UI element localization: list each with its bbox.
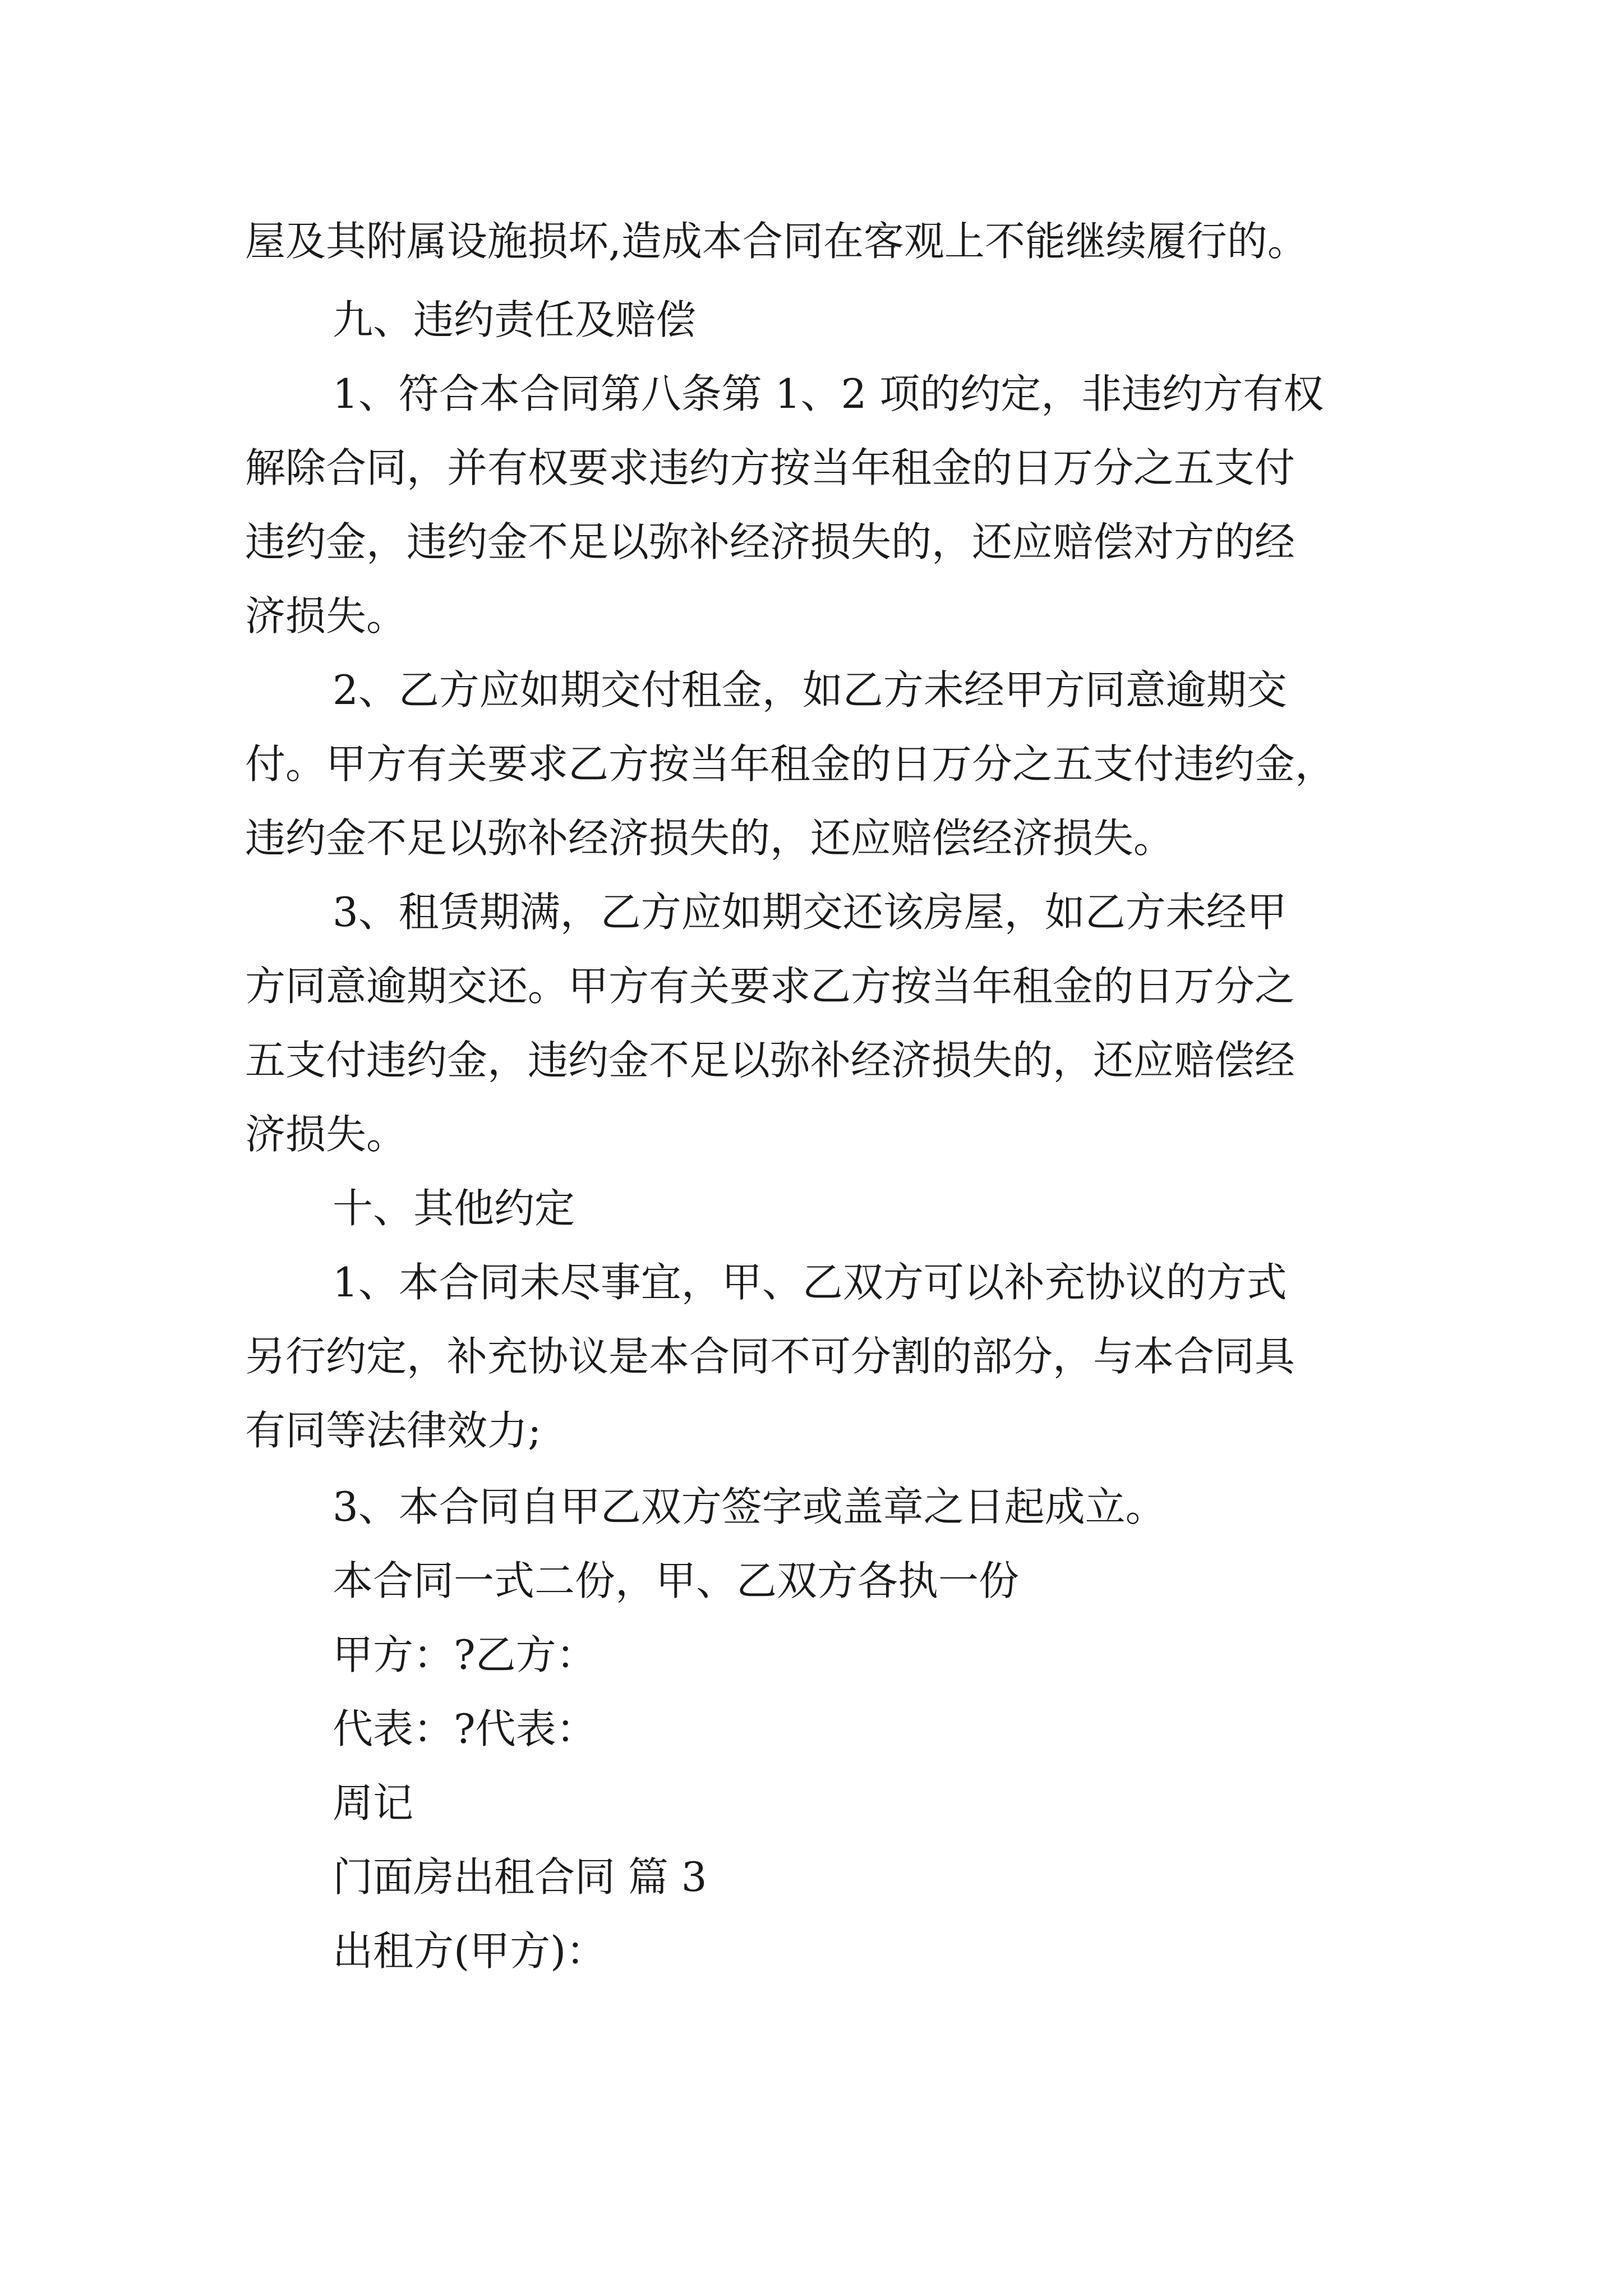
- text-line: 1、符合本合同第八条第 1、2 项的约定，非违约方有权: [333, 370, 1324, 417]
- signature-line-representative: 代表：?代表：: [333, 1705, 597, 1752]
- text-line: 济损失。: [245, 592, 407, 639]
- text-line: 解除合同，并有权要求违约方按当年租金的日万分之五支付: [245, 444, 1295, 491]
- text-line: 违约金，违约金不足以弥补经济损失的，还应赔偿对方的经: [245, 518, 1295, 565]
- text-line: 付。甲方有关要求乙方按当年租金的日万分之五支付违约金，: [245, 740, 1336, 788]
- section-heading: 九、违约责任及赔偿: [333, 296, 697, 343]
- text-line: 出租方(甲方)：: [333, 1927, 607, 1975]
- text-line: 周记: [333, 1779, 414, 1826]
- contract-title: 门面房出租合同 篇 3: [333, 1853, 707, 1901]
- text-line: 本合同一式二份，甲、乙双方各执一份: [333, 1557, 1020, 1604]
- text-line: 五支付违约金，违约金不足以弥补经济损失的，还应赔偿经: [245, 1037, 1295, 1084]
- text-line: 济损失。: [245, 1111, 407, 1158]
- text-line: 违约金不足以弥补经济损失的，还应赔偿经济损失。: [245, 815, 1174, 862]
- text-line: 另行约定，补充协议是本合同不可分割的部分，与本合同具: [245, 1333, 1295, 1380]
- text-line: 方同意逾期交还。甲方有关要求乙方按当年租金的日万分之: [245, 963, 1295, 1010]
- text-line: 1、本合同未尽事宜，甲、乙双方可以补充协议的方式: [333, 1259, 1287, 1306]
- text-line: 有同等法律效力;: [245, 1407, 542, 1454]
- signature-line-party: 甲方：?乙方：: [333, 1631, 597, 1678]
- text-line: 3、本合同自甲乙双方签字或盖章之日起成立。: [333, 1483, 1166, 1530]
- text-line: 2、乙方应如期交付租金，如乙方未经甲方同意逾期交: [333, 666, 1287, 714]
- section-heading: 十、其他约定: [333, 1185, 575, 1232]
- text-line: 3、租赁期满，乙方应如期交还该房屋，如乙方未经甲: [333, 889, 1287, 936]
- text-line: 屋及其附属设施损坏,造成本合同在客观上不能继续履行的。: [245, 218, 1308, 265]
